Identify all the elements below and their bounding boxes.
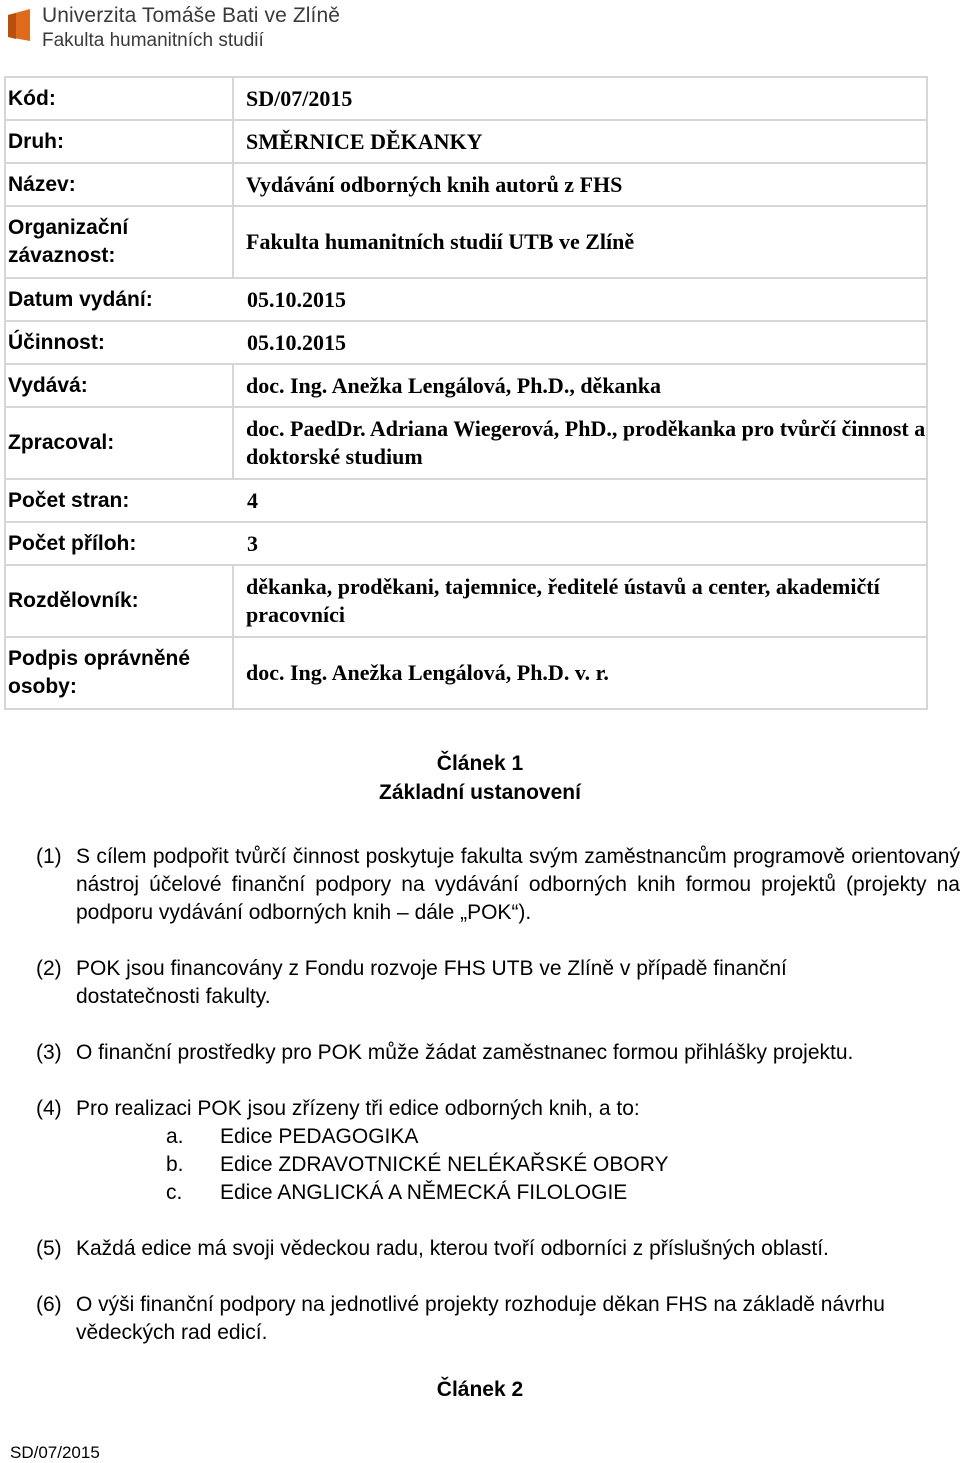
datum-value: 05.10.2015 xyxy=(233,278,927,321)
ucinnost-label: Účinnost: xyxy=(5,321,233,364)
paragraph-text: O výši finanční podpory na jednotlivé projekty rozhoduje děkan FHS na základě návrhu vědeckých rad edicí. xyxy=(76,1293,885,1344)
meta-row-vydava xyxy=(5,364,927,407)
edition-letter: a. xyxy=(166,1125,184,1148)
paragraph-text: POK jsou financovány z Fondu rozvoje FHS UTB ve Zlíně v případě finanční dostatečnosti fakulty. xyxy=(76,957,787,1008)
paragraph-number: (5) xyxy=(36,1237,62,1260)
paragraph-5 xyxy=(36,1235,960,1263)
paragraph-number: (6) xyxy=(36,1293,62,1316)
kod-label: Kód: xyxy=(5,77,233,120)
strany-label: Počet stran: xyxy=(5,479,233,522)
org-value: Fakulta humanitních studií UTB ve Zlíně xyxy=(233,206,927,278)
edition-item xyxy=(166,1151,669,1179)
paragraph-4 xyxy=(36,1095,960,1123)
meta-row-rozdelovnik xyxy=(5,565,927,637)
meta-row-podpis xyxy=(5,637,927,709)
podpis-value: doc. Ing. Anežka Lengálová, Ph.D. v. r. xyxy=(233,637,927,709)
edition-name: Edice ZDRAVOTNICKÉ NELÉKAŘSKÉ OBORY xyxy=(220,1153,669,1176)
footer-document-code: SD/07/2015 xyxy=(10,1443,100,1462)
document-metadata-table xyxy=(4,76,928,710)
vydava-value: doc. Ing. Anežka Lengálová, Ph.D., děkanka xyxy=(233,364,927,407)
edition-item xyxy=(166,1123,418,1151)
edition-name: Edice PEDAGOGIKA xyxy=(220,1125,419,1148)
paragraph-text: S cílem podpořit tvůrčí činnost poskytuje fakulta svým zaměstnancům programově orientovaný nástroj účelové finanční podpory na vydávání odborných knih formou projektů (projekty na podporu vydávání odborných knih – dále „POK“). xyxy=(76,845,960,924)
druh-value: SMĚRNICE DĚKANKY xyxy=(233,120,927,163)
meta-row-zpracoval xyxy=(5,407,927,479)
edition-letter: c. xyxy=(166,1181,183,1204)
university-name: Univerzita Tomáše Bati ve Zlíně xyxy=(42,4,341,27)
strany-value: 4 xyxy=(233,479,927,522)
article-2-title: Článek 2 xyxy=(436,1378,524,1401)
prilohy-label: Počet příloh: xyxy=(5,522,233,565)
meta-row-druh xyxy=(5,120,927,163)
podpis-label: Podpis oprávněné osoby: xyxy=(5,637,233,709)
paragraph-text: O finanční prostředky pro POK může žádat zaměstnanec formou přihlášky projektu. xyxy=(76,1041,854,1064)
vydava-label: Vydává: xyxy=(5,364,233,407)
meta-row-kod xyxy=(5,77,927,120)
paragraph-number: (4) xyxy=(36,1097,62,1120)
meta-row-organizacni-zavaznost xyxy=(5,206,927,278)
meta-row-ucinnost xyxy=(5,321,927,364)
paragraph-1 xyxy=(36,843,960,927)
zpracoval-label: Zpracoval: xyxy=(5,407,233,479)
edition-name: Edice ANGLICKÁ A NĚMECKÁ FILOLOGIE xyxy=(220,1181,628,1204)
kod-value: SD/07/2015 xyxy=(233,77,927,120)
druh-label: Druh: xyxy=(5,120,233,163)
meta-row-datum-vydani xyxy=(5,278,927,321)
paragraph-number: (3) xyxy=(36,1041,62,1064)
paragraph-text: Pro realizaci POK jsou zřízeny tři edice odborných knih, a to: xyxy=(76,1097,640,1120)
paragraph-2 xyxy=(36,955,960,1011)
paragraph-text: Každá edice má svoji vědeckou radu, kterou tvoří odborníci z příslušných oblastí. xyxy=(76,1237,829,1260)
paragraph-number: (2) xyxy=(36,957,62,980)
meta-row-nazev xyxy=(5,163,927,206)
nazev-value: Vydávání odborných knih autorů z FHS xyxy=(233,163,927,206)
paragraph-number: (1) xyxy=(36,845,62,868)
meta-row-pocet-priloh xyxy=(5,522,927,565)
datum-label: Datum vydání: xyxy=(5,278,233,321)
rozdelovnik-label: Rozdělovník: xyxy=(5,565,233,637)
edition-letter: b. xyxy=(166,1153,184,1176)
article-1-title: Článek 1 xyxy=(436,752,524,775)
paragraph-6 xyxy=(36,1291,960,1347)
edition-item xyxy=(166,1179,627,1207)
prilohy-value: 3 xyxy=(233,522,927,565)
ucinnost-value: 05.10.2015 xyxy=(233,321,927,364)
paragraph-3 xyxy=(36,1039,960,1067)
meta-row-pocet-stran xyxy=(5,479,927,522)
article-1-subtitle: Základní ustanovení xyxy=(379,781,581,804)
faculty-name: Fakulta humanitních studií xyxy=(42,30,264,51)
org-label: Organizační závaznost: xyxy=(5,206,233,278)
rozdelovnik-value: děkanka, proděkani, tajemnice, ředitelé ústavů a center, akademičtí pracovníci xyxy=(233,565,927,637)
zpracoval-value: doc. PaedDr. Adriana Wiegerová, PhD., proděkanka pro tvůrčí činnost a doktorské studium xyxy=(233,407,927,479)
nazev-label: Název: xyxy=(5,163,233,206)
university-emblem-icon xyxy=(6,7,32,43)
